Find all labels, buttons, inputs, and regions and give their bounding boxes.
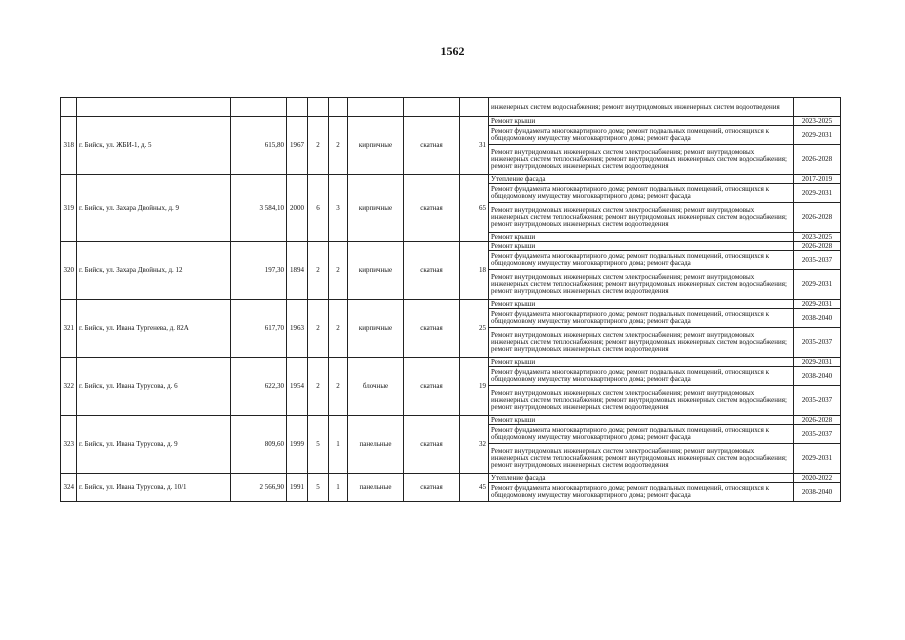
work-description: Утепление фасада	[489, 175, 794, 184]
wall-material: кирпичные	[348, 117, 404, 175]
table-row	[61, 474, 841, 483]
building-year: 1991	[287, 474, 308, 502]
building-entrances: 1	[329, 474, 348, 502]
roof-type: скатная	[404, 117, 460, 175]
work-period: 2029-2031	[794, 184, 841, 203]
empty-cell	[329, 98, 348, 117]
work-period: 2023-2025	[794, 117, 841, 126]
work-description: Ремонт фундамента многоквартирного дома; ремонт подвальных помещений, относящихся к общедомовому имуществу многоквартирного дома; ремонт фасада	[489, 425, 794, 444]
work-description: Ремонт фундамента многоквартирного дома; ремонт подвальных помещений, относящихся к общедомовому имуществу многоквартирного дома; ремонт фасада	[489, 367, 794, 386]
building-area: 615,80	[231, 117, 287, 175]
empty-cell	[77, 98, 231, 117]
building-year: 1963	[287, 300, 308, 358]
table-row	[61, 117, 841, 126]
roof-type: скатная	[404, 474, 460, 502]
work-period: 2035-2037	[794, 386, 841, 416]
building-floors: 5	[308, 474, 329, 502]
work-description: Ремонт крыши	[489, 300, 794, 309]
building-entrances: 2	[329, 300, 348, 358]
building-floors: 2	[308, 242, 329, 300]
table-row	[61, 416, 841, 425]
work-description: Ремонт фундамента многоквартирного дома; ремонт подвальных помещений, относящихся к общедомовому имуществу многоквартирного дома; ремонт фасада	[489, 251, 794, 270]
building-address: г. Бийск, ул. Ивана Турусова, д. 6	[77, 358, 231, 416]
table-row	[61, 242, 841, 251]
work-description: Ремонт крыши	[489, 242, 794, 251]
building-year: 1999	[287, 416, 308, 474]
roof-type: скатная	[404, 242, 460, 300]
work-description: Ремонт внутридомовых инженерных систем электроснабжения; ремонт внутридомовых инженерных систем теплоснабжения; ремонт внутридомовых инженерных систем водоснабжения; ремонт внутридомовых инженерных систем водоотведения	[489, 444, 794, 474]
building-entrances: 1	[329, 416, 348, 474]
building-year: 1894	[287, 242, 308, 300]
work-description: Ремонт внутридомовых инженерных систем электроснабжения; ремонт внутридомовых инженерных систем теплоснабжения; ремонт внутридомовых инженерных систем водоснабжения; ремонт внутридомовых инженерных систем водоотведения	[489, 203, 794, 233]
work-period: 2029-2031	[794, 270, 841, 300]
work-period: 2026-2028	[794, 242, 841, 251]
work-period: 2017-2019	[794, 175, 841, 184]
work-period: 2026-2028	[794, 203, 841, 233]
building-year: 1967	[287, 117, 308, 175]
work-description: Ремонт внутридомовых инженерных систем электроснабжения; ремонт внутридомовых инженерных систем теплоснабжения; ремонт внутридомовых инженерных систем водоснабжения; ремонт внутридомовых инженерных систем водоотведения	[489, 270, 794, 300]
work-period	[794, 98, 841, 117]
apartment-count: 32	[460, 416, 489, 474]
wall-material: панельные	[348, 474, 404, 502]
building-address: г. Бийск, ул. Захара Двойных, д. 9	[77, 175, 231, 242]
page-number: 1562	[440, 44, 465, 58]
roof-type: скатная	[404, 175, 460, 242]
wall-material: кирпичные	[348, 300, 404, 358]
work-period: 2029-2031	[794, 126, 841, 145]
building-number: 320	[61, 242, 77, 300]
work-period: 2038-2040	[794, 483, 841, 502]
apartment-count: 19	[460, 358, 489, 416]
building-address: г. Бийск, ул. Захара Двойных, д. 12	[77, 242, 231, 300]
building-number: 323	[61, 416, 77, 474]
apartment-count: 65	[460, 175, 489, 242]
work-description: Ремонт фундамента многоквартирного дома; ремонт подвальных помещений, относящихся к общедомовому имуществу многоквартирного дома; ремонт фасада	[489, 126, 794, 145]
building-entrances: 2	[329, 242, 348, 300]
work-description: Ремонт внутридомовых инженерных систем электроснабжения; ремонт внутридомовых инженерных систем теплоснабжения; ремонт внутридомовых инженерных систем водоснабжения; ремонт внутридомовых инженерных систем водоотведения	[489, 386, 794, 416]
building-floors: 2	[308, 358, 329, 416]
building-area: 2 566,90	[231, 474, 287, 502]
continuation-row	[61, 98, 841, 117]
apartment-count: 25	[460, 300, 489, 358]
work-description: Ремонт фундамента многоквартирного дома; ремонт подвальных помещений, относящихся к общедомовому имуществу многоквартирного дома; ремонт фасада	[489, 309, 794, 328]
apartment-count: 31	[460, 117, 489, 175]
building-area: 622,30	[231, 358, 287, 416]
work-description: Ремонт фундамента многоквартирного дома; ремонт подвальных помещений, относящихся к общедомовому имуществу многоквартирного дома; ремонт фасада	[489, 483, 794, 502]
wall-material: кирпичные	[348, 242, 404, 300]
work-period: 2023-2025	[794, 233, 841, 242]
work-description: Ремонт фундамента многоквартирного дома; ремонт подвальных помещений, относящихся к общедомовому имуществу многоквартирного дома; ремонт фасада	[489, 184, 794, 203]
wall-material: кирпичные	[348, 175, 404, 242]
work-description: инженерных систем водоснабжения; ремонт внутридомовых инженерных систем водоотведения	[489, 98, 794, 117]
roof-type: скатная	[404, 300, 460, 358]
empty-cell	[231, 98, 287, 117]
work-period: 2035-2037	[794, 328, 841, 358]
building-number: 324	[61, 474, 77, 502]
work-period: 2020-2022	[794, 474, 841, 483]
building-entrances: 2	[329, 358, 348, 416]
building-area: 809,60	[231, 416, 287, 474]
work-description: Ремонт крыши	[489, 358, 794, 367]
repair-schedule-table	[60, 97, 841, 502]
apartment-count: 45	[460, 474, 489, 502]
apartment-count: 18	[460, 242, 489, 300]
table-row	[61, 300, 841, 309]
work-period: 2029-2031	[794, 444, 841, 474]
building-floors: 2	[308, 117, 329, 175]
building-address: г. Бийск, ул. Ивана Турусова, д. 9	[77, 416, 231, 474]
work-period: 2038-2040	[794, 367, 841, 386]
roof-type: скатная	[404, 416, 460, 474]
building-floors: 2	[308, 300, 329, 358]
empty-cell	[61, 98, 77, 117]
building-year: 2000	[287, 175, 308, 242]
work-period: 2035-2037	[794, 251, 841, 270]
building-number: 319	[61, 175, 77, 242]
work-description: Ремонт крыши	[489, 416, 794, 425]
building-floors: 6	[308, 175, 329, 242]
work-description: Ремонт крыши	[489, 117, 794, 126]
building-year: 1954	[287, 358, 308, 416]
work-description: Ремонт крыши	[489, 233, 794, 242]
work-period: 2026-2028	[794, 416, 841, 425]
empty-cell	[287, 98, 308, 117]
building-entrances: 2	[329, 117, 348, 175]
building-address: г. Бийск, ул. Ивана Турусова, д. 10/1	[77, 474, 231, 502]
work-period: 2029-2031	[794, 300, 841, 309]
building-address: г. Бийск, ул. ЖБИ-1, д. 5	[77, 117, 231, 175]
empty-cell	[308, 98, 329, 117]
building-floors: 5	[308, 416, 329, 474]
wall-material: панельные	[348, 416, 404, 474]
building-number: 318	[61, 117, 77, 175]
wall-material: блочные	[348, 358, 404, 416]
work-description: Ремонт внутридомовых инженерных систем электроснабжения; ремонт внутридомовых инженерных систем теплоснабжения; ремонт внутридомовых инженерных систем водоснабжения; ремонт внутридомовых инженерных систем водоотведения	[489, 328, 794, 358]
building-address: г. Бийск, ул. Ивана Тургенева, д. 82А	[77, 300, 231, 358]
building-number: 321	[61, 300, 77, 358]
work-description: Ремонт внутридомовых инженерных систем электроснабжения; ремонт внутридомовых инженерных систем теплоснабжения; ремонт внутридомовых инженерных систем водоснабжения; ремонт внутридомовых инженерных систем водоотведения	[489, 145, 794, 175]
work-period: 2035-2037	[794, 425, 841, 444]
building-area: 617,70	[231, 300, 287, 358]
work-description: Утепление фасада	[489, 474, 794, 483]
table-row	[61, 175, 841, 184]
work-period: 2038-2040	[794, 309, 841, 328]
empty-cell	[348, 98, 404, 117]
roof-type: скатная	[404, 358, 460, 416]
table-row	[61, 358, 841, 367]
work-period: 2029-2031	[794, 358, 841, 367]
building-area: 3 584,10	[231, 175, 287, 242]
empty-cell	[460, 98, 489, 117]
building-number: 322	[61, 358, 77, 416]
building-area: 197,30	[231, 242, 287, 300]
empty-cell	[404, 98, 460, 117]
work-period: 2026-2028	[794, 145, 841, 175]
building-entrances: 3	[329, 175, 348, 242]
